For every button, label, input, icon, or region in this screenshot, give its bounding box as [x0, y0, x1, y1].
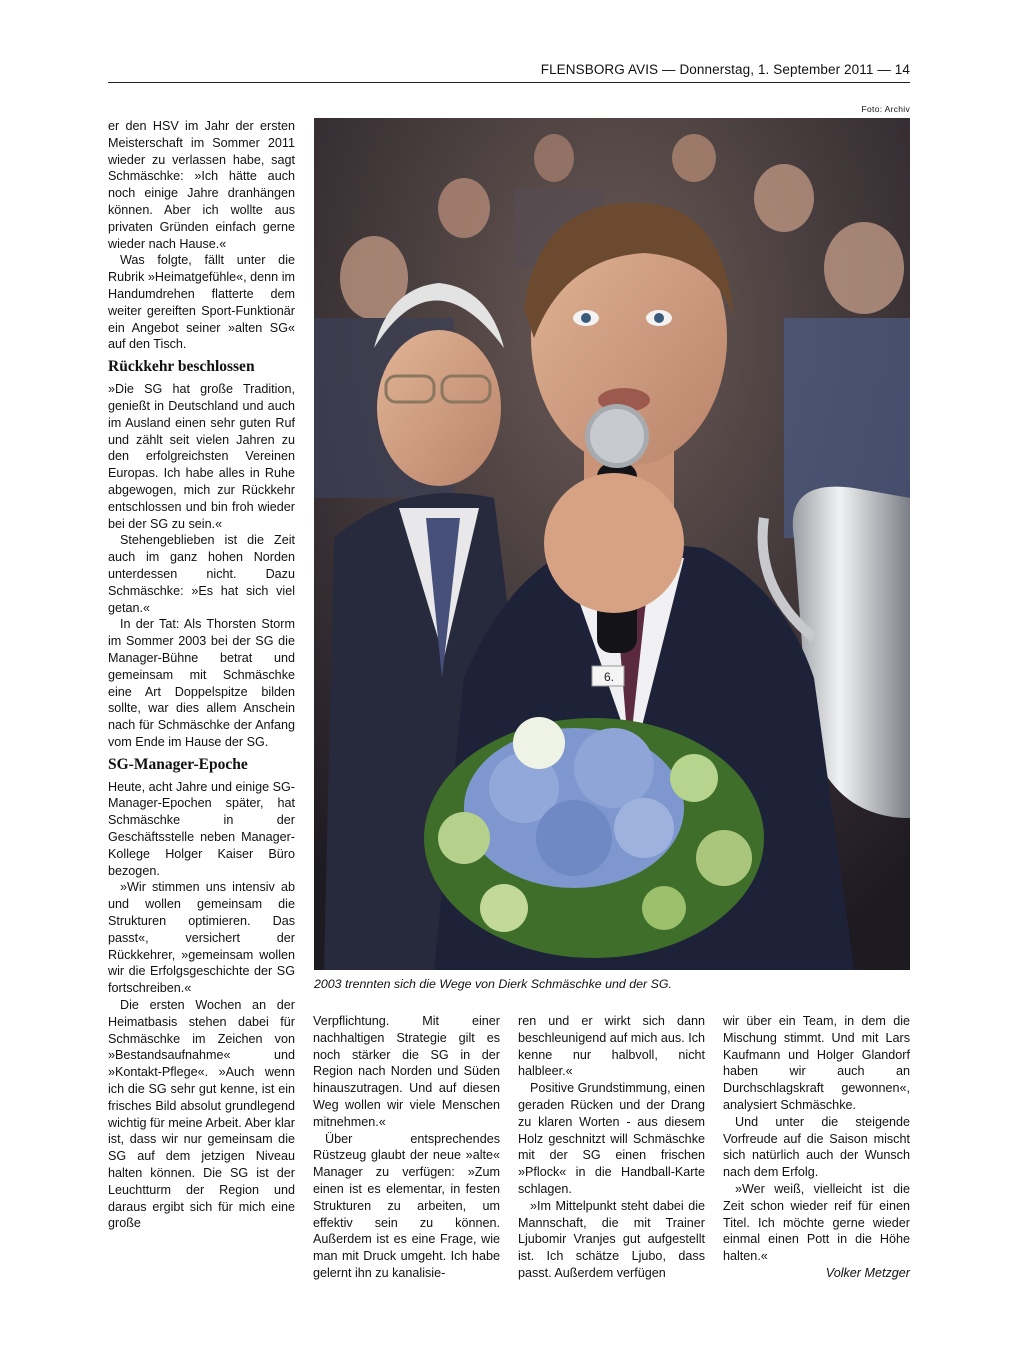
article-column-4 [723, 1013, 910, 1282]
subheading: SG-Manager-Epoche [108, 755, 248, 773]
paragraph: »Wer weiß, vielleicht ist die Zeit schon wieder reif für einen Titel. Ich möchte gerne wieder einmal einen Pott in die Höhe halten.« [723, 1181, 910, 1264]
paragraph: Stehengeblieben ist die Zeit auch im ganz hohen Norden unterdessen nicht. Dazu Schmäschke: »Es hat sich viel getan.« [108, 533, 295, 615]
page-header [108, 62, 910, 83]
paragraph: »Die SG hat große Tradition, genießt in Deutschland und auch im Ausland einen sehr guten Ruf und zählt seit vielen Jahren zu den erfolgreichsten Vereinen Europas. Ich habe alles in Ruhe abgewogen, mich zur Rückkehr entschlossen und bin froh wieder bei der SG zu sein.« [108, 382, 295, 531]
paragraph: Über entsprechendes Rüstzeug glaubt der neue »alte« Manager zu verfügen: »Zum einen ist es elementar, in festen Strukturen zu arbeiten, um effektiv sein zu können. Außerdem ist es eine Frage, wie man mit Druck umgeht. Ich habe gelernt ihn zu kanalisie- [313, 1131, 500, 1280]
paragraph: Was folgte, fällt unter die Rubrik »Heimatgefühle«, denn im Handumdrehen flatterte dem weiter gereiften Sport-Funktionär ein Angebot seiner »alten SG« auf den Tisch. [108, 253, 295, 352]
paragraph: Heute, acht Jahre und einige SG-Manager-Epochen später, hat Schmäschke in der Geschäftsstelle neben Manager-Kollege Holger Kaiser Büro bezogen. [108, 779, 295, 878]
article-column-2 [313, 1013, 500, 1282]
article-column-3 [518, 1013, 705, 1282]
paragraph: ren und er wirkt sich dann beschleunigend auf mich aus. Ich kenne nur halbvoll, nicht halbleer.« [518, 1014, 705, 1079]
article-photo [314, 118, 910, 970]
paragraph: Und unter die steigende Vorfreude auf die Saison mischt sich natürlich auch der Wunsch nach dem Erfolg. [723, 1114, 910, 1180]
paragraph: In der Tat: Als Thorsten Storm im Sommer 2003 bei der SG die Manager-Bühne betrat und gemeinsam mit Schmäschke eine Art Doppelspitze bilden sollte, war dies allem Anschein nach für Schmäschke der Anfang vom Ende im Hause der SG. [108, 617, 295, 749]
paragraph: »Wir stimmen uns intensiv ab und wollen gemeinsam die Strukturen optimieren. Das passt«, versichert der Rückkehrer, »gemeinsam wollen wir die Erfolgsgeschichte der SG fortschreiben.« [108, 880, 295, 996]
paragraph: Die ersten Wochen an der Heimatbasis stehen dabei für Schmäschke im Zeichen von »Bestandsaufnahme« und »Kontakt-Pflege«. »Auch wenn ich die SG sehr gut kenne, ist ein frisches Bild absolut grundlegend wichtig für meine Arbeit. Aber klar ist, dass wir nur gemeinsam die SG auf dem jetzigen Niveau halten können. Die SG ist der Leuchtturm der Region und daraus ergibt sich für mich eine große [108, 998, 295, 1231]
paragraph: Positive Grundstimmung, einen geraden Rücken und der Drang zu klaren Worten - aus diesem Holz geschnitzt will Schmäschke mit der SG einen frischen »Pflock« in die Handball-Karte schlagen. [518, 1081, 705, 1196]
subheading: Rückkehr beschlossen [108, 358, 255, 376]
header-text: FLENSBORG AVIS — Donnerstag, 1. September 2011 — 14 [540, 62, 910, 77]
author-signature: Volker Metzger [825, 1265, 910, 1280]
paragraph: wir über ein Team, in dem die Mischung stimmt. Und mit Lars Kaufmann und Holger Glandorf haben wir auch an Durchschlagskraft gewonnen«, analysiert Schmäschke. [723, 1014, 910, 1112]
paragraph: er den HSV im Jahr der ersten Meisterschaft im Sommer 2011 wieder zu verlassen habe, sagt Schmäschke: »Ich hätte auch noch einige Jahre dranhängen können. Aber ich wollte aus privaten Gründen einfach gerne wieder nach Hause.« [108, 119, 295, 251]
paragraph: »Im Mittelpunkt steht dabei die Mannschaft, die mit Trainer Ljubomir Vranjes gut aufgestellt ist. Ich schätze Ljubo, dass passt. Außerdem verfügen [518, 1198, 705, 1280]
paragraph: Verpflichtung. Mit einer nachhaltigen Strategie gilt es noch stärker die SG in der Region nach Norden und Süden hinauszutragen. Und auf diesen Weg wollen wir viele Menschen mitnehmen.« [313, 1014, 500, 1129]
microphone-badge: 6. [604, 670, 615, 684]
photo-caption: 2003 trennten sich die Wege von Dierk Schmäschke und der SG. [314, 977, 672, 991]
photo-credit: Foto: Archiv [861, 104, 910, 114]
photo-illustration [314, 118, 910, 970]
article-column-1 [108, 118, 295, 1232]
